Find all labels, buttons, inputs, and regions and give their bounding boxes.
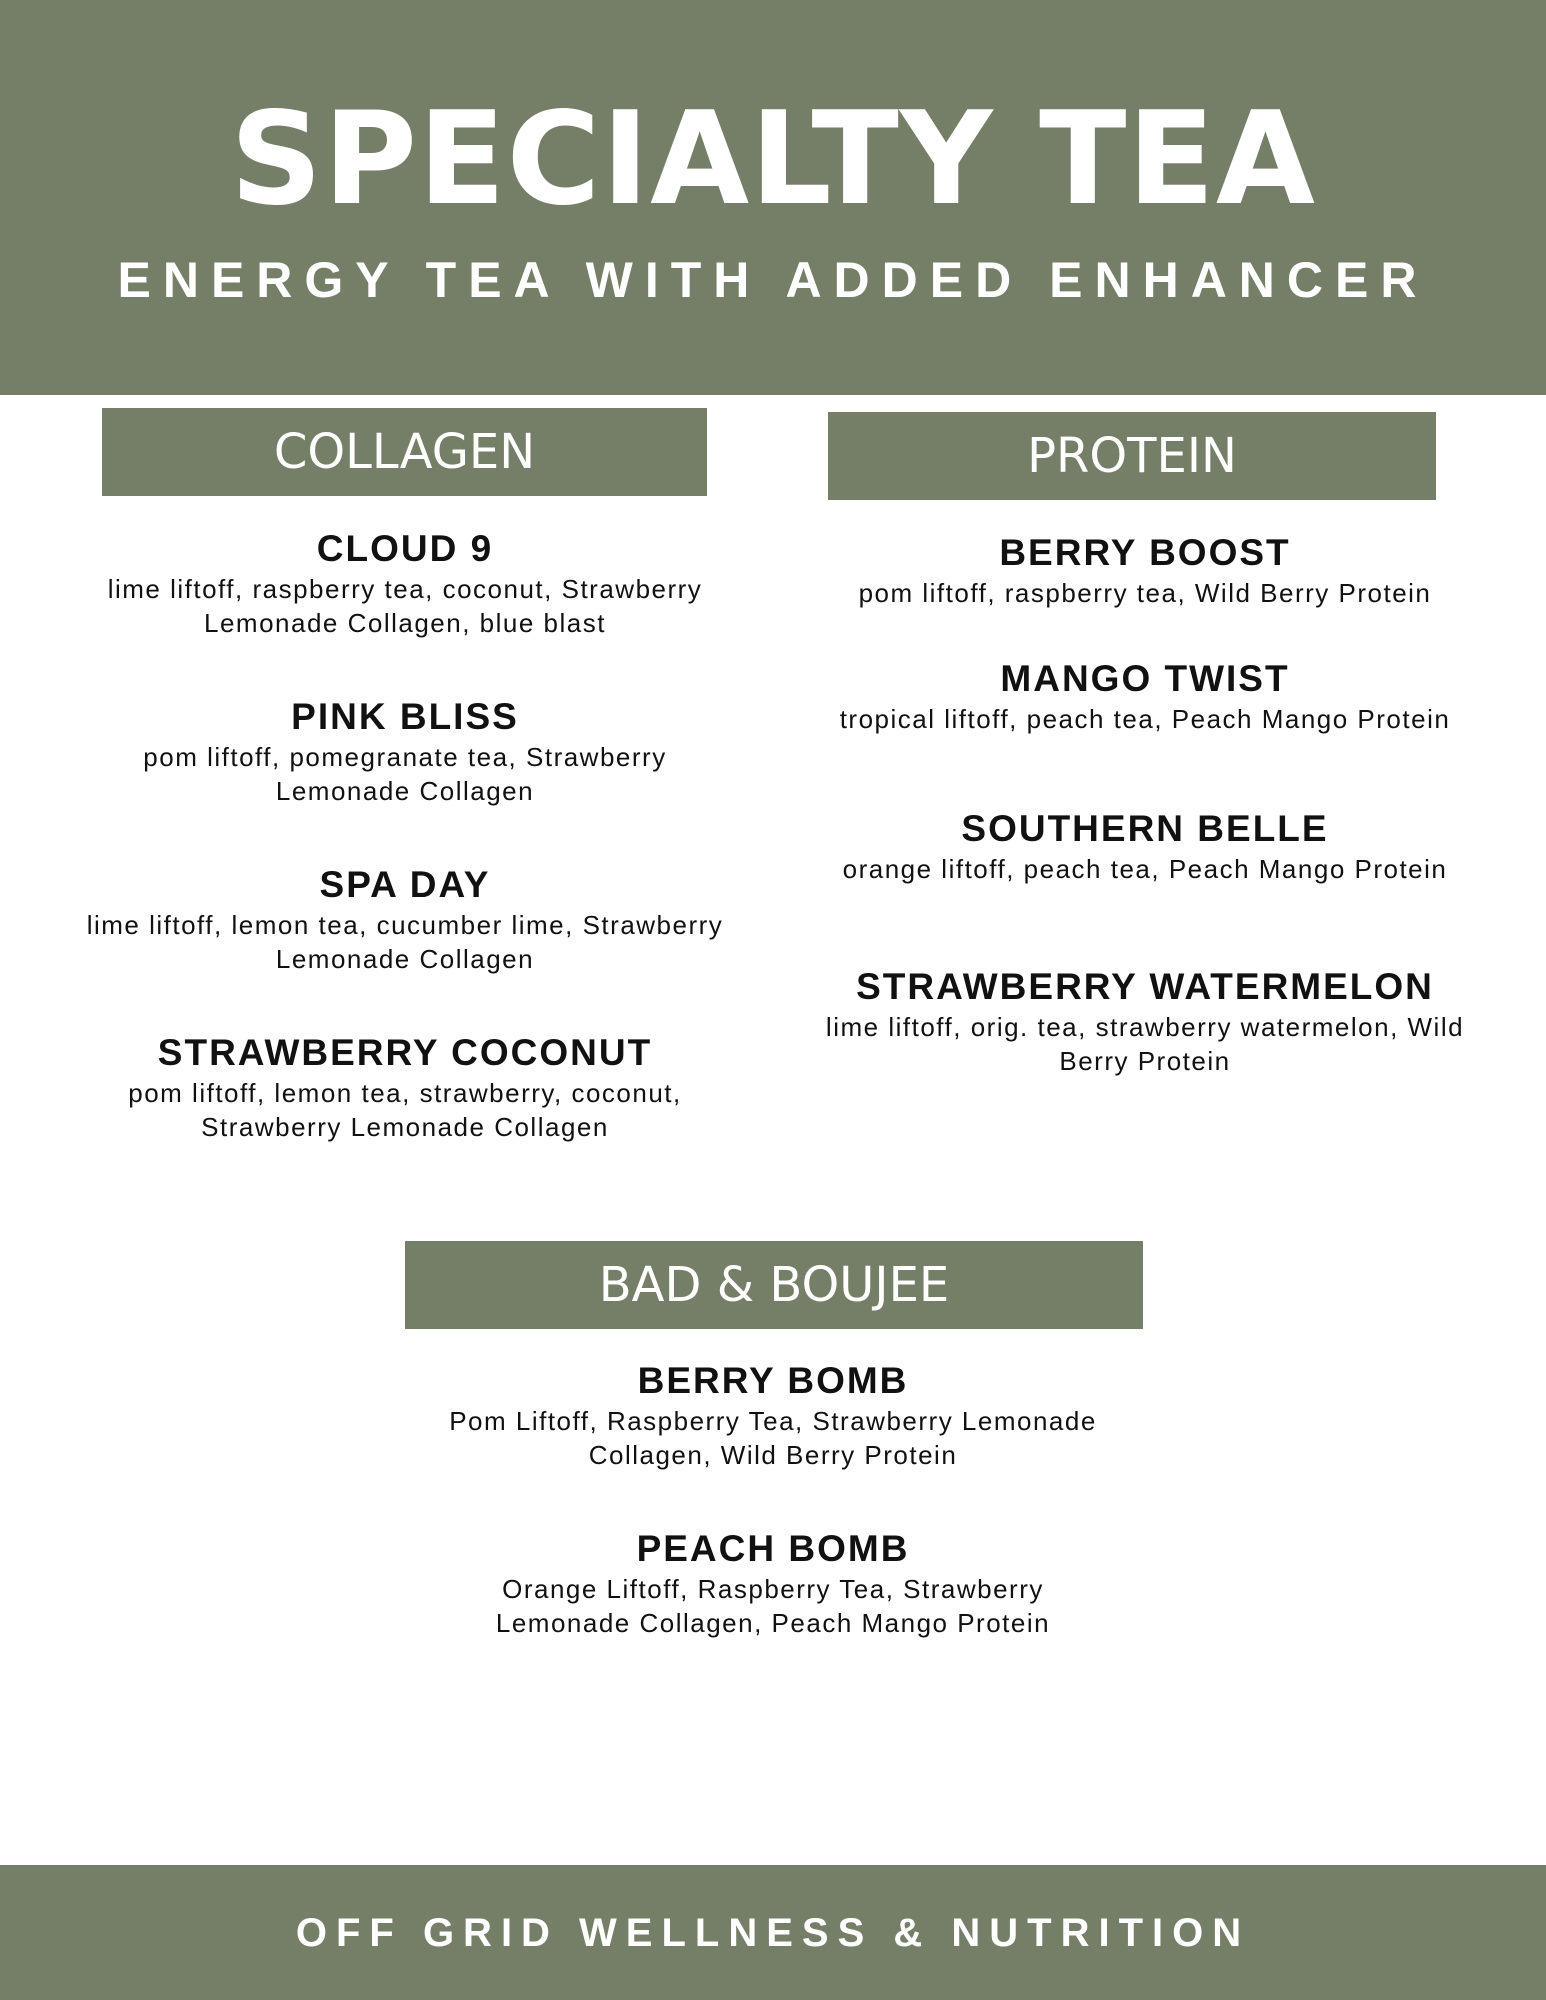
item-description: orange liftoff, peach tea, Peach Mango Protein (842, 854, 1448, 884)
item-name: SPA DAY (319, 864, 491, 905)
bad-boujee-list (413, 1360, 1133, 1696)
item-name: STRAWBERRY COCONUT (157, 1032, 653, 1073)
menu-item (800, 658, 1490, 736)
item-name: CLOUD 9 (316, 528, 494, 569)
item-description: lime liftoff, orig. tea, strawberry watermelon, Wild Berry Protein (825, 1012, 1465, 1076)
footer-banner (0, 1865, 1546, 2000)
item-description: Pom Liftoff, Raspberry Tea, Strawberry Lemonade Collagen, Wild Berry Protein (449, 1406, 1097, 1470)
collagen-list (60, 528, 750, 1200)
section-heading-protein: PROTEIN (828, 412, 1436, 500)
item-name: STRAWBERRY WATERMELON (856, 966, 1434, 1007)
item-description: Orange Liftoff, Raspberry Tea, Strawberry Lemonade Collagen, Peach Mango Protein (495, 1574, 1051, 1638)
menu-item (60, 864, 750, 976)
menu-item (800, 966, 1490, 1078)
item-description: pom liftoff, lemon tea, strawberry, coconut, Strawberry Lemonade Collagen (128, 1078, 682, 1142)
menu-item (60, 528, 750, 640)
item-description: tropical liftoff, peach tea, Peach Mango Protein (839, 704, 1451, 734)
menu-item (60, 1032, 750, 1144)
item-name: BERRY BOOST (999, 532, 1291, 573)
menu-item (60, 696, 750, 808)
section-heading-bad-boujee: BAD & BOUJEE (405, 1241, 1143, 1329)
item-name: PINK BLISS (291, 696, 519, 737)
item-name: MANGO TWIST (1000, 658, 1290, 699)
page-subtitle: ENERGY TEA WITH ADDED ENHANCER (117, 252, 1429, 308)
footer-text: OFF GRID WELLNESS & NUTRITION (295, 1911, 1251, 1955)
item-description: lime liftoff, raspberry tea, coconut, Strawberry Lemonade Collagen, blue blast (107, 574, 703, 638)
menu-item (413, 1528, 1133, 1640)
menu-item (800, 808, 1490, 886)
item-description: lime liftoff, lemon tea, cucumber lime, Strawberry Lemonade Collagen (86, 910, 724, 974)
item-description: pom liftoff, raspberry tea, Wild Berry Protein (858, 578, 1432, 608)
menu-item (413, 1360, 1133, 1472)
item-name: PEACH BOMB (636, 1528, 910, 1569)
protein-list (800, 532, 1490, 1134)
section-heading-collagen: COLLAGEN (102, 408, 707, 496)
item-description: pom liftoff, pomegranate tea, Strawberry Lemonade Collagen (143, 742, 667, 806)
item-name: BERRY BOMB (637, 1360, 909, 1401)
header-banner (0, 0, 1546, 395)
page-title: SPECIALTY TEA (230, 85, 1316, 234)
item-name: SOUTHERN BELLE (961, 808, 1329, 849)
menu-item (800, 532, 1490, 610)
